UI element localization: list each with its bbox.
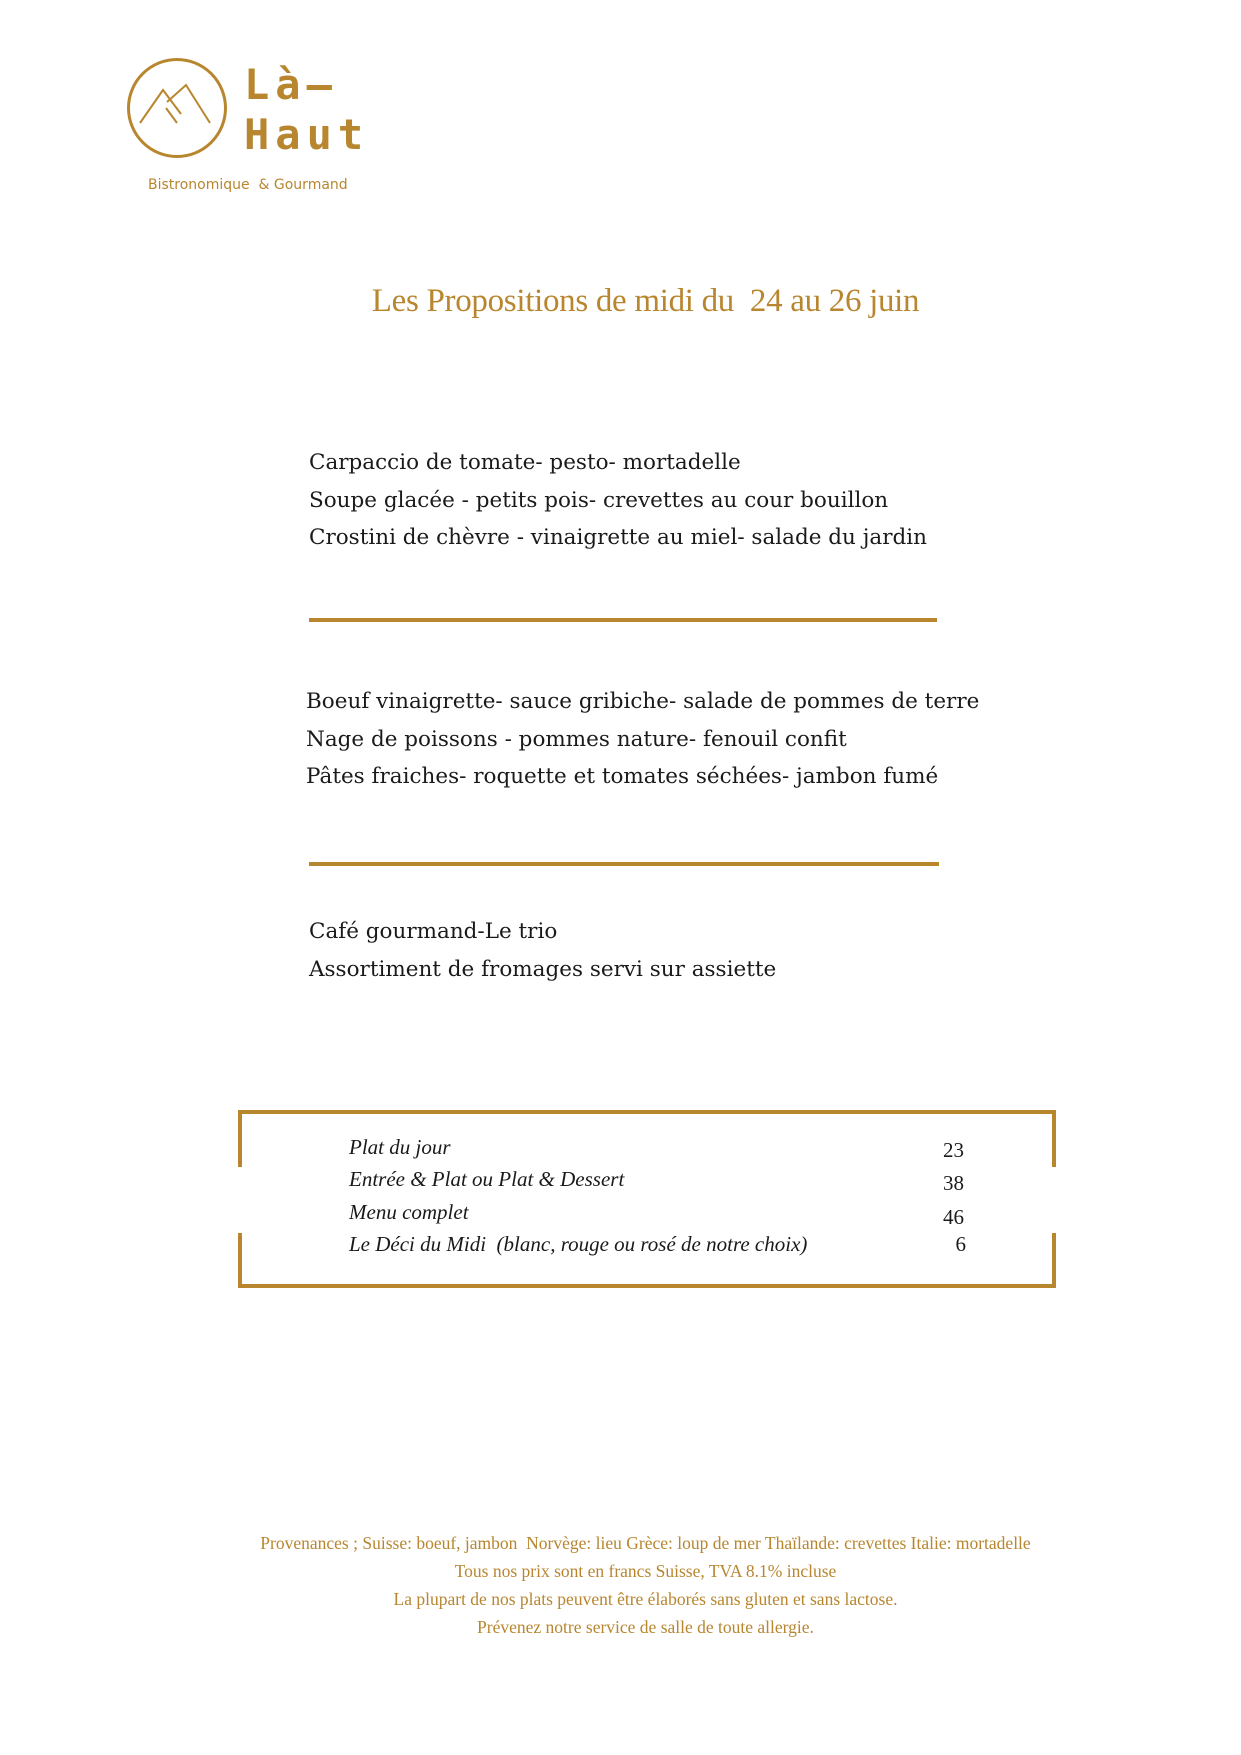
plats-list (306, 683, 979, 796)
footer-notes (0, 1529, 1241, 1641)
price-row (238, 1135, 1056, 1165)
price-row (238, 1200, 1056, 1230)
list-item: Soupe glacée - petits pois- crevettes au cour bouillon (309, 487, 889, 513)
mountain-circle-logo-icon (126, 57, 228, 159)
price-value: 23 (943, 1138, 964, 1162)
price-label: Entrée & Plat ou Plat & Dessert (349, 1167, 625, 1191)
footer-line: La plupart de nos plats peuvent être élaborés sans gluten et sans lactose. (393, 1589, 898, 1609)
desserts-list (309, 913, 776, 988)
price-box-border (238, 1284, 1056, 1288)
list-item: Crostini de chèvre - vinaigrette au miel- salade du jardin (309, 525, 927, 550)
price-value: 46 (943, 1205, 964, 1229)
price-value: 38 (943, 1171, 964, 1195)
price-label: Plat du jour (349, 1135, 451, 1159)
section-divider (309, 618, 937, 622)
brand-tagline: Bistronomique & Gourmand (148, 177, 348, 193)
list-item: Pâtes fraiches- roquette et tomates séchées- jambon fumé (306, 764, 939, 789)
list-item: Carpaccio de tomate- pesto- mortadelle (309, 450, 741, 475)
brand-name-line1: Là— (244, 60, 338, 109)
list-item: Boeuf vinaigrette- sauce gribiche- salade de pommes de terre (306, 689, 980, 714)
footer-line: Tous nos prix sont en francs Suisse, TVA 8.1% incluse (454, 1561, 837, 1581)
price-box-border (238, 1110, 1056, 1114)
section-divider (309, 862, 939, 866)
brand-name-line2: Haut (244, 110, 370, 159)
page-title: Les Propositions de midi du 24 au 26 juin (371, 283, 920, 319)
footer-line: Prévenez notre service de salle de toute allergie. (477, 1617, 814, 1637)
price-row (238, 1232, 1056, 1262)
price-value: 6 (955, 1232, 966, 1256)
price-box (238, 1110, 1056, 1288)
list-item: Café gourmand-Le trio (309, 919, 558, 944)
entrees-list (309, 444, 927, 557)
price-label: Menu complet (349, 1200, 469, 1224)
list-item: Nage de poissons - pommes nature- fenouil confit (306, 726, 847, 752)
price-row (238, 1167, 1056, 1197)
price-label: Le Déci du Midi (blanc, rouge ou rosé de notre choix) (349, 1232, 808, 1256)
list-item: Assortiment de fromages servi sur assiette (309, 956, 777, 982)
footer-line: Provenances ; Suisse: boeuf, jambon Norvège: lieu Grèce: loup de mer Thaïlande: crevettes Italie: mortadelle (260, 1533, 1031, 1553)
